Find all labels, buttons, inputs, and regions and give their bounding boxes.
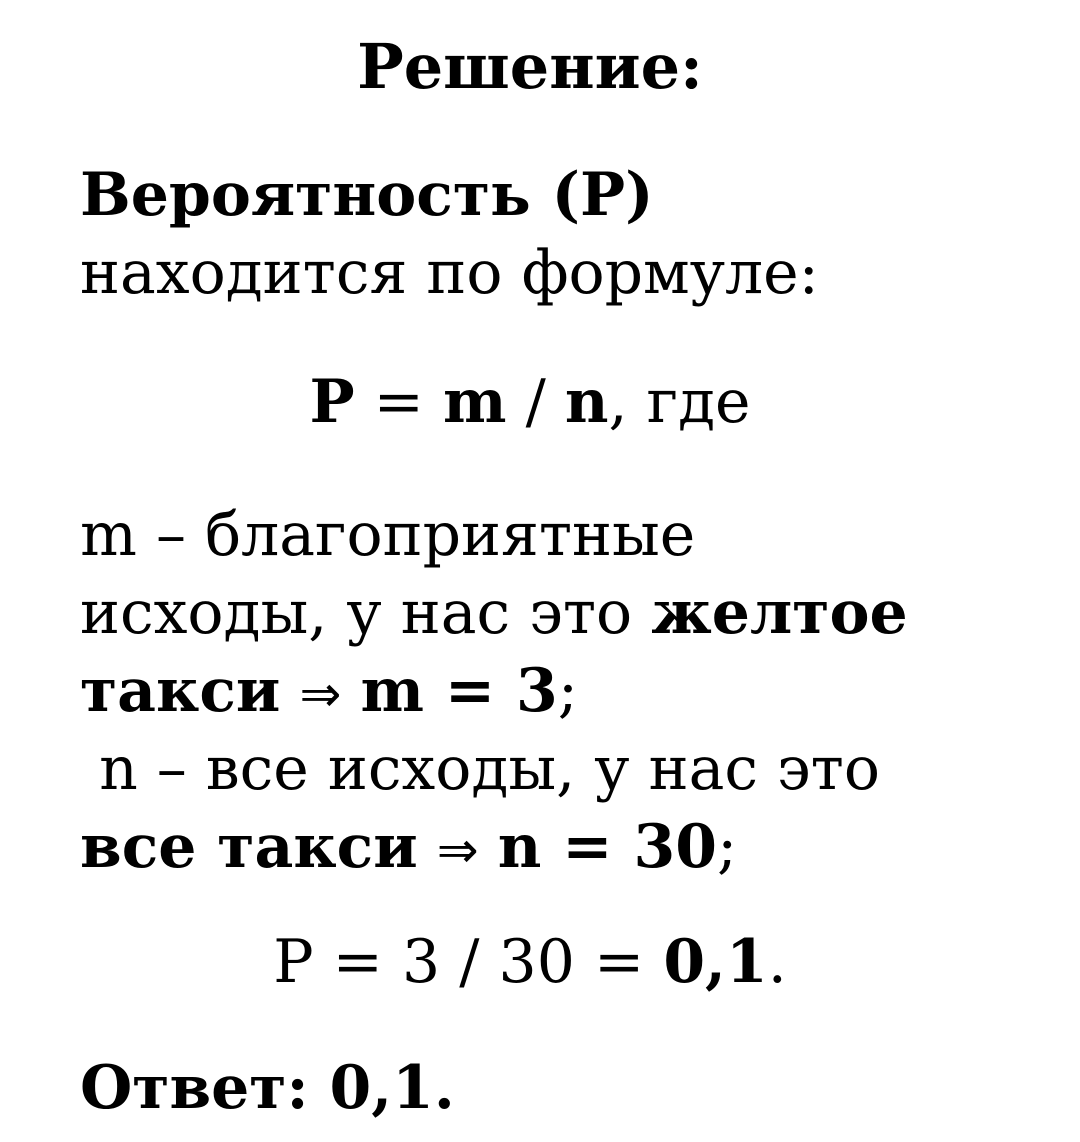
n-line-2 [80,808,880,886]
m-line-2-text: исходы, у нас это [80,578,652,648]
probability-definition [80,156,819,312]
n-line-1: n – все исходы, у нас это [80,734,880,804]
calculation-line [0,927,1060,997]
probability-term: Вероятность (Р) [80,160,654,230]
calculation-period: . [767,927,787,997]
m-line-2 [80,574,908,652]
calculation-expression: Р = 3 / 30 = [273,927,664,997]
probability-formula [0,367,1060,437]
m-semicolon: ; [557,656,578,726]
formula-slash: / [506,367,565,437]
m-line-1: m – благоприятные [80,500,696,570]
definition-text: находится по формуле: [80,238,819,308]
implies-arrow-icon: ⇒ [299,665,342,723]
implies-arrow-icon: ⇒ [436,821,479,879]
n-semicolon: ; [716,812,738,882]
m-value: m = 3 [360,656,558,726]
formula-tail: , где [608,367,751,437]
n-all-taxi: все такси [80,812,418,882]
formula-p: Р [309,367,355,437]
n-explanation [80,730,880,886]
n-value: n = 30 [497,812,717,882]
calculation-result: 0,1 [663,927,768,997]
solution-title: Решение: [357,30,703,103]
m-yellow-word: желтое [651,578,908,648]
formula-n: n [564,367,609,437]
m-explanation [80,496,908,730]
formula-m: m [443,367,507,437]
m-line-3 [80,652,908,730]
final-answer: Ответ: 0,1. [80,1053,455,1123]
formula-equals: = [354,367,444,437]
m-taxi-word: такси [80,656,281,726]
